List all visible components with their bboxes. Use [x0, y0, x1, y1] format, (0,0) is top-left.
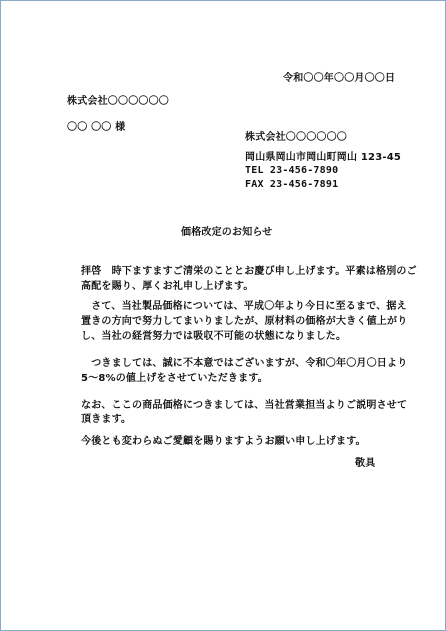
body-line: さて、当社製品価格については、平成〇年より今日に至るまで、据え: [81, 301, 407, 312]
sender-company: 株式会社〇〇〇〇〇〇: [245, 132, 347, 143]
body-line: 置きの方向で努力してまいりましたが、原材料の価格が大きく値上がり: [81, 316, 408, 327]
sender-fax: FAX 23-456-7891: [245, 179, 339, 190]
letter-date: 令和〇〇年〇〇月〇〇日: [283, 73, 396, 84]
sender-tel: TEL 23-456-7890: [245, 165, 339, 176]
body-line: 頂きます。: [81, 414, 132, 425]
closing-text: 敬具: [355, 458, 376, 469]
body-line: つきましては、誠に不本意ではございますが、令和〇年〇月〇日より: [81, 358, 408, 369]
body-line: 今後とも変わらぬご愛顧を賜りますようお願い申し上げます。: [81, 436, 366, 447]
body-line: なお、ここの商品価格につきましては、当社営業担当よりご説明させて: [81, 400, 408, 411]
body-line: 5～8%の値上げをさせていただきます。: [81, 373, 268, 384]
recipient-company: 株式会社〇〇〇〇〇〇: [67, 96, 169, 107]
letter-title: 価格改定のお知らせ: [181, 227, 273, 238]
sender-address: 岡山県岡山市岡山町岡山 123-45: [245, 152, 402, 163]
body-line: 高配を賜り、厚くお礼申し上げます。: [81, 281, 254, 292]
body-line: し、当社の経営努力では吸収不可能の状態になりました。: [81, 331, 347, 342]
recipient-name: 〇〇 〇〇 様: [67, 122, 126, 133]
body-line: 拝啓 時下ますますご清栄のこととお慶び申し上げます。平素は格別のご: [81, 266, 417, 277]
